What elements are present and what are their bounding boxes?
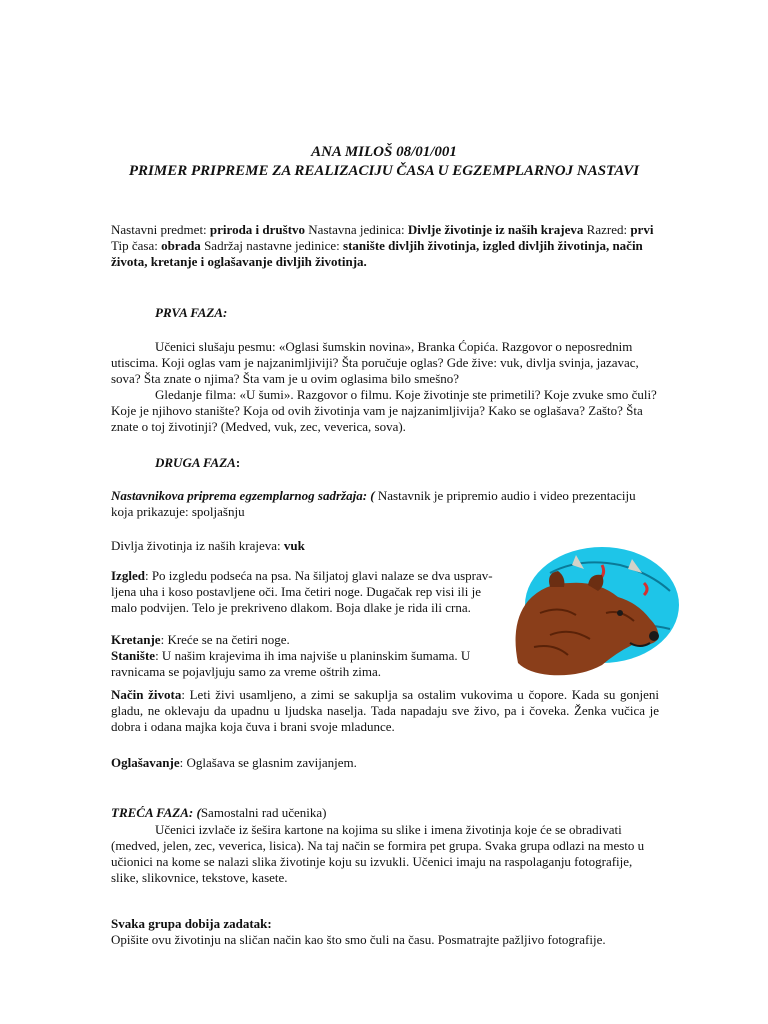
vocalization-paragraph: Oglašavanje: Oglašava se glasnim zavijanjem.: [111, 755, 357, 770]
intro-paragraph: Nastavni predmet: priroda i društvo Nastavna jedinica: Divlje životinje iz naših krajeva Razred: prvi Tip časa: obrada Sadržaj nastavne jedinice: stanište divljih životinja, izgled divljih životinja, način života, kretanje i oglašavanje divljih životinja.: [111, 222, 654, 269]
document-title: PRIMER PRIPREME ZA REALIZACIJU ČASA U EGZEMPLARNOJ NASTAVI: [128, 163, 640, 179]
teacher-preparation: Nastavnikova priprema egzemplarnog sadržaja: ( Nastavnik je pripremio audio i video prezentaciju koja prikazuje: spoljašnju: [111, 488, 636, 519]
movement-paragraph: Kretanje: Kreće se na četiri noge.: [111, 632, 290, 647]
phase-three-paragraph: Učenici izvlače iz šešira kartone na kojima su slike i imena životinja koje će se obradivati (medved, jelen, zec, veverica, lisica). Na taj način se formira pet grupa. Svaka grupa odlazi na mesto u učionici na kome se nalazi slika životinje koju su izvukli. Učenici imaju na raspolaganju fotografije, slike, slikovnice, tekstove, kasete.: [111, 822, 645, 885]
phase-three-heading: TREĆA FAZA: (Samostalni rad učenika): [111, 805, 327, 820]
phase-one-paragraph-1: Učenici slušaju pesmu: «Oglasi šumskin novina», Branka Ćopića. Razgovor o neposrednim utiscima. Koji oglas vam je najzanimljiviji? Šta poručuje oglas? Gde žive: vuk, divlja svinja, jazavac, sova? Šta znate o njima? Šta vam je u ovim oglasima bilo smešno?: [111, 339, 639, 386]
animal-line: Divlja životinja iz naših krajeva: vuk: [111, 538, 305, 553]
bear-clipart-icon: [510, 543, 680, 678]
task-heading: Svaka grupa dobija zadatak:: [111, 916, 272, 931]
document-author: ANA MILOŠ 08/01/001: [311, 144, 457, 160]
lifestyle-paragraph: Način života: Leti živi usamljeno, a zimi se sakuplja sa ostalim vukovima u čopore. Kada su gonjeni gladu, ne oklevaju da upadnu u ljudska naselja. Tada napadaju sve živo, pa i čoveka. Ženka vučica je dobra i odana majka koja čuva i brani svoje mladunce.: [111, 687, 659, 734]
task-text: Opišite ovu životinju na sličan način kao što smo čuli na času. Posmatrajte pažljivo fotografije.: [111, 932, 606, 947]
phase-one-paragraph-2: Gledanje filma: «U šumi». Razgovor o filmu. Koje životinje ste primetili? Koje zvuke smo čuli? Koje je njihovo stanište? Koja od ovih životinja vam je najzanimljivija? Kako se oglašava? Zašto? Šta znate o toj životinji? (Medved, vuk, zec, veverica, sova).: [111, 387, 657, 434]
appearance-paragraph: Izgled: Po izgledu podseća na psa. Na šiljatoj glavi nalaze se dva uspravljena uha i koso postavljene oči. Ima četiri noge. Dugačak rep visi ili je malo podvijen. Telo je prekriveno dlakom. Boja dlake je rida ili crna.: [111, 568, 493, 615]
phase-one-heading: PRVA FAZA:: [155, 305, 228, 320]
habitat-paragraph: Stanište: U našim krajevima ih ima najviše u planinskim šumama. U ravnicama se pojavljuju samo za vreme oštrih zima.: [111, 648, 471, 679]
phase-two-heading: DRUGA FAZA:: [155, 455, 241, 470]
